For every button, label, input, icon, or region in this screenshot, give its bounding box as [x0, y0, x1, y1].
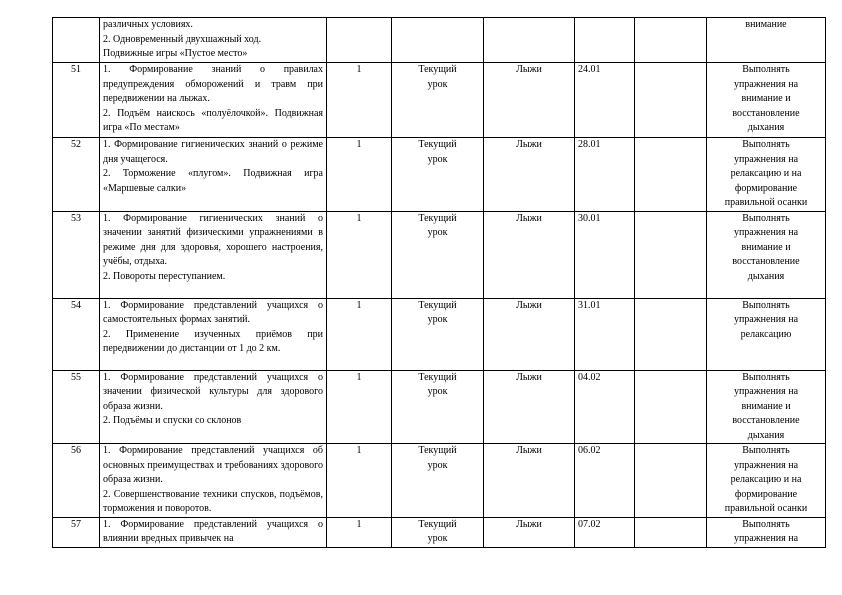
lesson-type [392, 517, 484, 547]
table-row [53, 444, 826, 518]
lesson-content [100, 138, 327, 212]
lesson-homework [707, 63, 826, 138]
lesson-homework [707, 298, 826, 370]
lesson-hours: 1 [327, 370, 392, 444]
lesson-content [100, 18, 327, 63]
lesson-actual-date [635, 444, 707, 518]
lesson-homework [707, 138, 826, 212]
lesson-hours: 1 [327, 211, 392, 298]
lesson-homework [707, 18, 826, 63]
lesson-content-line: 2. Подъём наискось «полуёлочкой». Подвижная игра «По местам» [103, 107, 323, 133]
lesson-homework-line: упражнения на [733, 314, 799, 325]
lesson-homework-line: внимание [745, 19, 787, 30]
lesson-homework-line: дыхания [747, 122, 785, 133]
lesson-content-line: 1. Формирование гигиенических знаний о значении занятий физическими упражнениями в режиме дня для здоровья, хорошего настроения, учёбы, отдыха. [103, 212, 323, 267]
lesson-hours: 1 [327, 298, 392, 370]
lesson-homework-line: восстановление [732, 256, 800, 267]
lesson-homework [707, 370, 826, 444]
lesson-date [575, 18, 635, 63]
lesson-homework-line: правильной осанки [724, 197, 808, 208]
lesson-homework-line: дыхания [747, 429, 785, 441]
lesson-number: 53 [53, 211, 100, 298]
lesson-content-line: 1. Формирование представлений учащихся о влиянии вредных привычек на [103, 518, 323, 544]
lesson-date: 04.02 [575, 370, 635, 444]
lesson-type-line: Текущий [418, 518, 457, 530]
lesson-homework-line: Выполнять [742, 445, 790, 456]
table-row [53, 138, 826, 212]
lesson-date: 06.02 [575, 444, 635, 518]
lesson-homework-line: Выполнять [742, 299, 790, 311]
lesson-section [484, 18, 575, 63]
lesson-section: Лыжи [484, 517, 575, 547]
lesson-type [392, 444, 484, 518]
lesson-homework-line: упражнения на [733, 533, 799, 544]
lesson-actual-date [635, 138, 707, 212]
lesson-homework-line: упражнения на [733, 386, 799, 397]
lesson-plan-table [52, 17, 826, 548]
lesson-type [392, 370, 484, 444]
lesson-type-line: урок [427, 533, 448, 544]
lesson-content [100, 444, 327, 518]
lesson-actual-date [635, 63, 707, 138]
table-body [53, 18, 826, 548]
lesson-homework-line: формирование [734, 488, 798, 500]
lesson-type [392, 298, 484, 370]
lesson-section: Лыжи [484, 444, 575, 518]
lesson-content-line: 2. Торможение «плугом». Подвижная игра «Маршевые салки» [103, 168, 323, 194]
lesson-type-line: Текущий [418, 139, 457, 150]
lesson-type-line: урок [427, 153, 448, 165]
lesson-homework-line: восстановление [732, 107, 800, 119]
table-row [53, 63, 826, 138]
lesson-hours: 1 [327, 517, 392, 547]
lesson-actual-date [635, 370, 707, 444]
lesson-content-line: Подвижные игры «Пустое место» [103, 48, 248, 59]
lesson-type-line: урок [427, 314, 448, 325]
lesson-number: 52 [53, 138, 100, 212]
lesson-number: 51 [53, 63, 100, 138]
lesson-homework-line: Выполнять [742, 212, 790, 224]
lesson-section: Лыжи [484, 138, 575, 212]
lesson-homework-line: правильной осанки [724, 503, 808, 514]
lesson-actual-date [635, 211, 707, 298]
lesson-homework-line: внимание и [741, 400, 791, 412]
lesson-homework-line: восстановление [732, 415, 800, 426]
lesson-homework-line: релаксацию [740, 328, 792, 340]
lesson-homework [707, 444, 826, 518]
lesson-hours: 1 [327, 138, 392, 212]
lesson-date: 07.02 [575, 517, 635, 547]
lesson-content-line: 1. Формирование гигиенических знаний о режиме дня учащегося. [103, 139, 323, 165]
lesson-content-line: 2. Подъёмы и спуски со склонов [103, 415, 242, 426]
table-row [53, 370, 826, 444]
lesson-content-line: 2. Повороты переступанием. [103, 270, 226, 282]
lesson-content-line: 1. Формирование знаний о правилах предупреждения обморожений и травм при передвижении на лыжах. [103, 64, 323, 104]
lesson-type-line: урок [427, 459, 448, 471]
lesson-type-line: урок [427, 78, 448, 90]
lesson-number: 56 [53, 444, 100, 518]
lesson-homework-line: Выполнять [742, 64, 790, 75]
lesson-actual-date [635, 517, 707, 547]
lesson-homework-line: формирование [734, 182, 798, 194]
lesson-homework-line: упражнения на [733, 459, 799, 471]
lesson-content [100, 298, 327, 370]
lesson-homework-line: релаксацию и на [730, 474, 802, 485]
lesson-date: 31.01 [575, 298, 635, 370]
table-row [53, 18, 826, 63]
lesson-type-line: урок [427, 386, 448, 397]
lesson-hours [327, 18, 392, 63]
lesson-hours: 1 [327, 63, 392, 138]
lesson-content-line: 1. Формирование представлений учащихся об основных преимуществах и требованиях здорового образа жизни. [103, 445, 323, 485]
lesson-type-line: Текущий [418, 64, 457, 75]
lesson-homework-line: внимание и [741, 241, 791, 253]
lesson-date: 28.01 [575, 138, 635, 212]
lesson-section: Лыжи [484, 370, 575, 444]
lesson-content [100, 517, 327, 547]
lesson-content [100, 370, 327, 444]
lesson-content-line: различных условиях. [103, 19, 193, 30]
lesson-homework-line: внимание и [741, 93, 791, 104]
lesson-homework-line: Выполнять [742, 139, 790, 150]
lesson-actual-date [635, 298, 707, 370]
lesson-homework-line: Выполнять [742, 371, 790, 383]
lesson-section: Лыжи [484, 298, 575, 370]
lesson-date: 24.01 [575, 63, 635, 138]
lesson-type [392, 211, 484, 298]
lesson-actual-date [635, 18, 707, 63]
lesson-content-line: 2. Совершенствование техники спусков, подъёмов, торможения и поворотов. [103, 488, 323, 514]
lesson-type [392, 138, 484, 212]
lesson-number: 55 [53, 370, 100, 444]
lesson-homework-line: упражнения на [733, 227, 799, 238]
lesson-homework-line: релаксацию и на [730, 168, 802, 179]
lesson-type-line: Текущий [418, 299, 457, 311]
lesson-homework-line: Выполнять [742, 518, 790, 530]
lesson-section: Лыжи [484, 63, 575, 138]
lesson-homework [707, 517, 826, 547]
table-row [53, 517, 826, 547]
lesson-date: 30.01 [575, 211, 635, 298]
lesson-number: 54 [53, 298, 100, 370]
lesson-homework [707, 211, 826, 298]
lesson-type [392, 63, 484, 138]
table-row [53, 211, 826, 298]
lesson-content-line: 2. Одновременный двухшажный ход. [103, 33, 262, 45]
lesson-content [100, 211, 327, 298]
lesson-homework-line: упражнения на [733, 153, 799, 165]
lesson-homework-line: упражнения на [733, 78, 799, 90]
lesson-content [100, 63, 327, 138]
lesson-number: 57 [53, 517, 100, 547]
lesson-hours: 1 [327, 444, 392, 518]
lesson-type-line: Текущий [418, 371, 457, 383]
lesson-content-line: 2. Применение изученных приёмов при передвижении до дистанции от 1 до 2 км. [103, 328, 323, 354]
lesson-homework-line: дыхания [747, 270, 785, 282]
lesson-type-line: урок [427, 227, 448, 238]
lesson-section: Лыжи [484, 211, 575, 298]
lesson-content-line: 1. Формирование представлений учащихся о самостоятельных формах занятий. [103, 299, 323, 325]
lesson-number [53, 18, 100, 63]
lesson-type-line: Текущий [418, 445, 457, 456]
lesson-content-line: 1. Формирование представлений учащихся о значении физической культуры для здорового образа жизни. [103, 371, 323, 412]
lesson-type [392, 18, 484, 63]
table-row [53, 298, 826, 370]
lesson-type-line: Текущий [418, 212, 457, 224]
